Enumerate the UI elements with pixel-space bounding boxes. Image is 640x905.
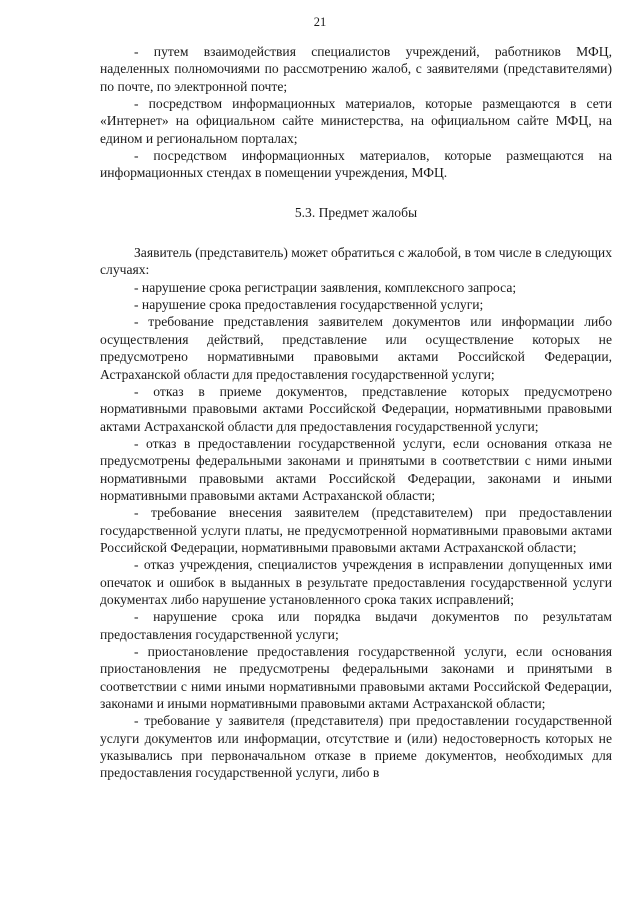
page-number: 21 bbox=[313, 15, 327, 29]
list-item: - требование у заявителя (представителя) при предоставлении государственной услуги документов или информации, отсутствие и (или) недостоверность которых не указывались при первоначальном отказе в приеме документов, необходимых для предоставления государственной услуги, либо в bbox=[100, 713, 612, 781]
list-item: - нарушение срока или порядка выдачи документов по результатам предоставления государственной услуги; bbox=[100, 609, 612, 642]
list-item: - приостановление предоставления государственной услуги, если основания приостановления не предусмотрены федеральными законами и принятыми в соответствии с ними иными нормативными правовыми актами Российской Федерации, законами и иными нормативными правовыми актами Астраханской области; bbox=[100, 644, 612, 712]
list-item: - нарушение срока предоставления государственной услуги; bbox=[134, 297, 484, 313]
list-item: - требование внесения заявителем (представителем) при предоставлении государственной услуги платы, не предусмотренной нормативными правовыми актами Российской Федерации, нормативными правовыми актами Астраханской области; bbox=[100, 505, 612, 555]
list-item: - отказ в приеме документов, представление которых предусмотрено нормативными правовыми актами Российской Федерации, нормативными правовыми актами Астраханской области для предоставления государственной услуги; bbox=[100, 383, 612, 434]
paragraph: - посредством информационных материалов, которые размещаются в сети «Интернет» на официальном сайте министерства, на официальном сайте МФЦ, на едином и региональном порталах; bbox=[100, 96, 612, 146]
section-heading: 5.3. Предмет жалобы bbox=[294, 204, 418, 220]
paragraph: - посредством информационных материалов, которые размещаются на информационных стендах в помещении учреждения, МФЦ. bbox=[100, 148, 612, 181]
list-item: - требование представления заявителем документов или информации либо осуществления действий, представление или осуществление которых не предусмотрено нормативными правовыми актами Российской Федерации, Астраханской области для предоставления государственной услуги; bbox=[100, 314, 612, 382]
paragraph: - путем взаимодействия специалистов учреждений, работников МФЦ, наделенных полномочиями по рассмотрению жалоб, с заявителями (представителями) по почте, по электронной почте; bbox=[100, 44, 612, 94]
paragraph: Заявитель (представитель) может обратиться с жалобой, в том числе в следующих случаях: bbox=[100, 245, 612, 278]
document-body bbox=[100, 43, 612, 782]
list-item: - отказ в предоставлении государственной услуги, если основания отказа не предусмотрены федеральными законами и принятыми в соответствии с ними иными нормативными правовыми актами Российской Федерации, законами и иными нормативными правовыми актами Астраханской области; bbox=[100, 435, 612, 503]
list-item: - нарушение срока регистрации заявления, комплексного запроса; bbox=[134, 279, 517, 295]
list-item: - отказ учреждения, специалистов учреждения в исправлении допущенных ими опечаток и ошибок в выданных в результате предоставления государственной услуги документах либо нарушение установленного срока таких исправлений; bbox=[100, 557, 612, 607]
